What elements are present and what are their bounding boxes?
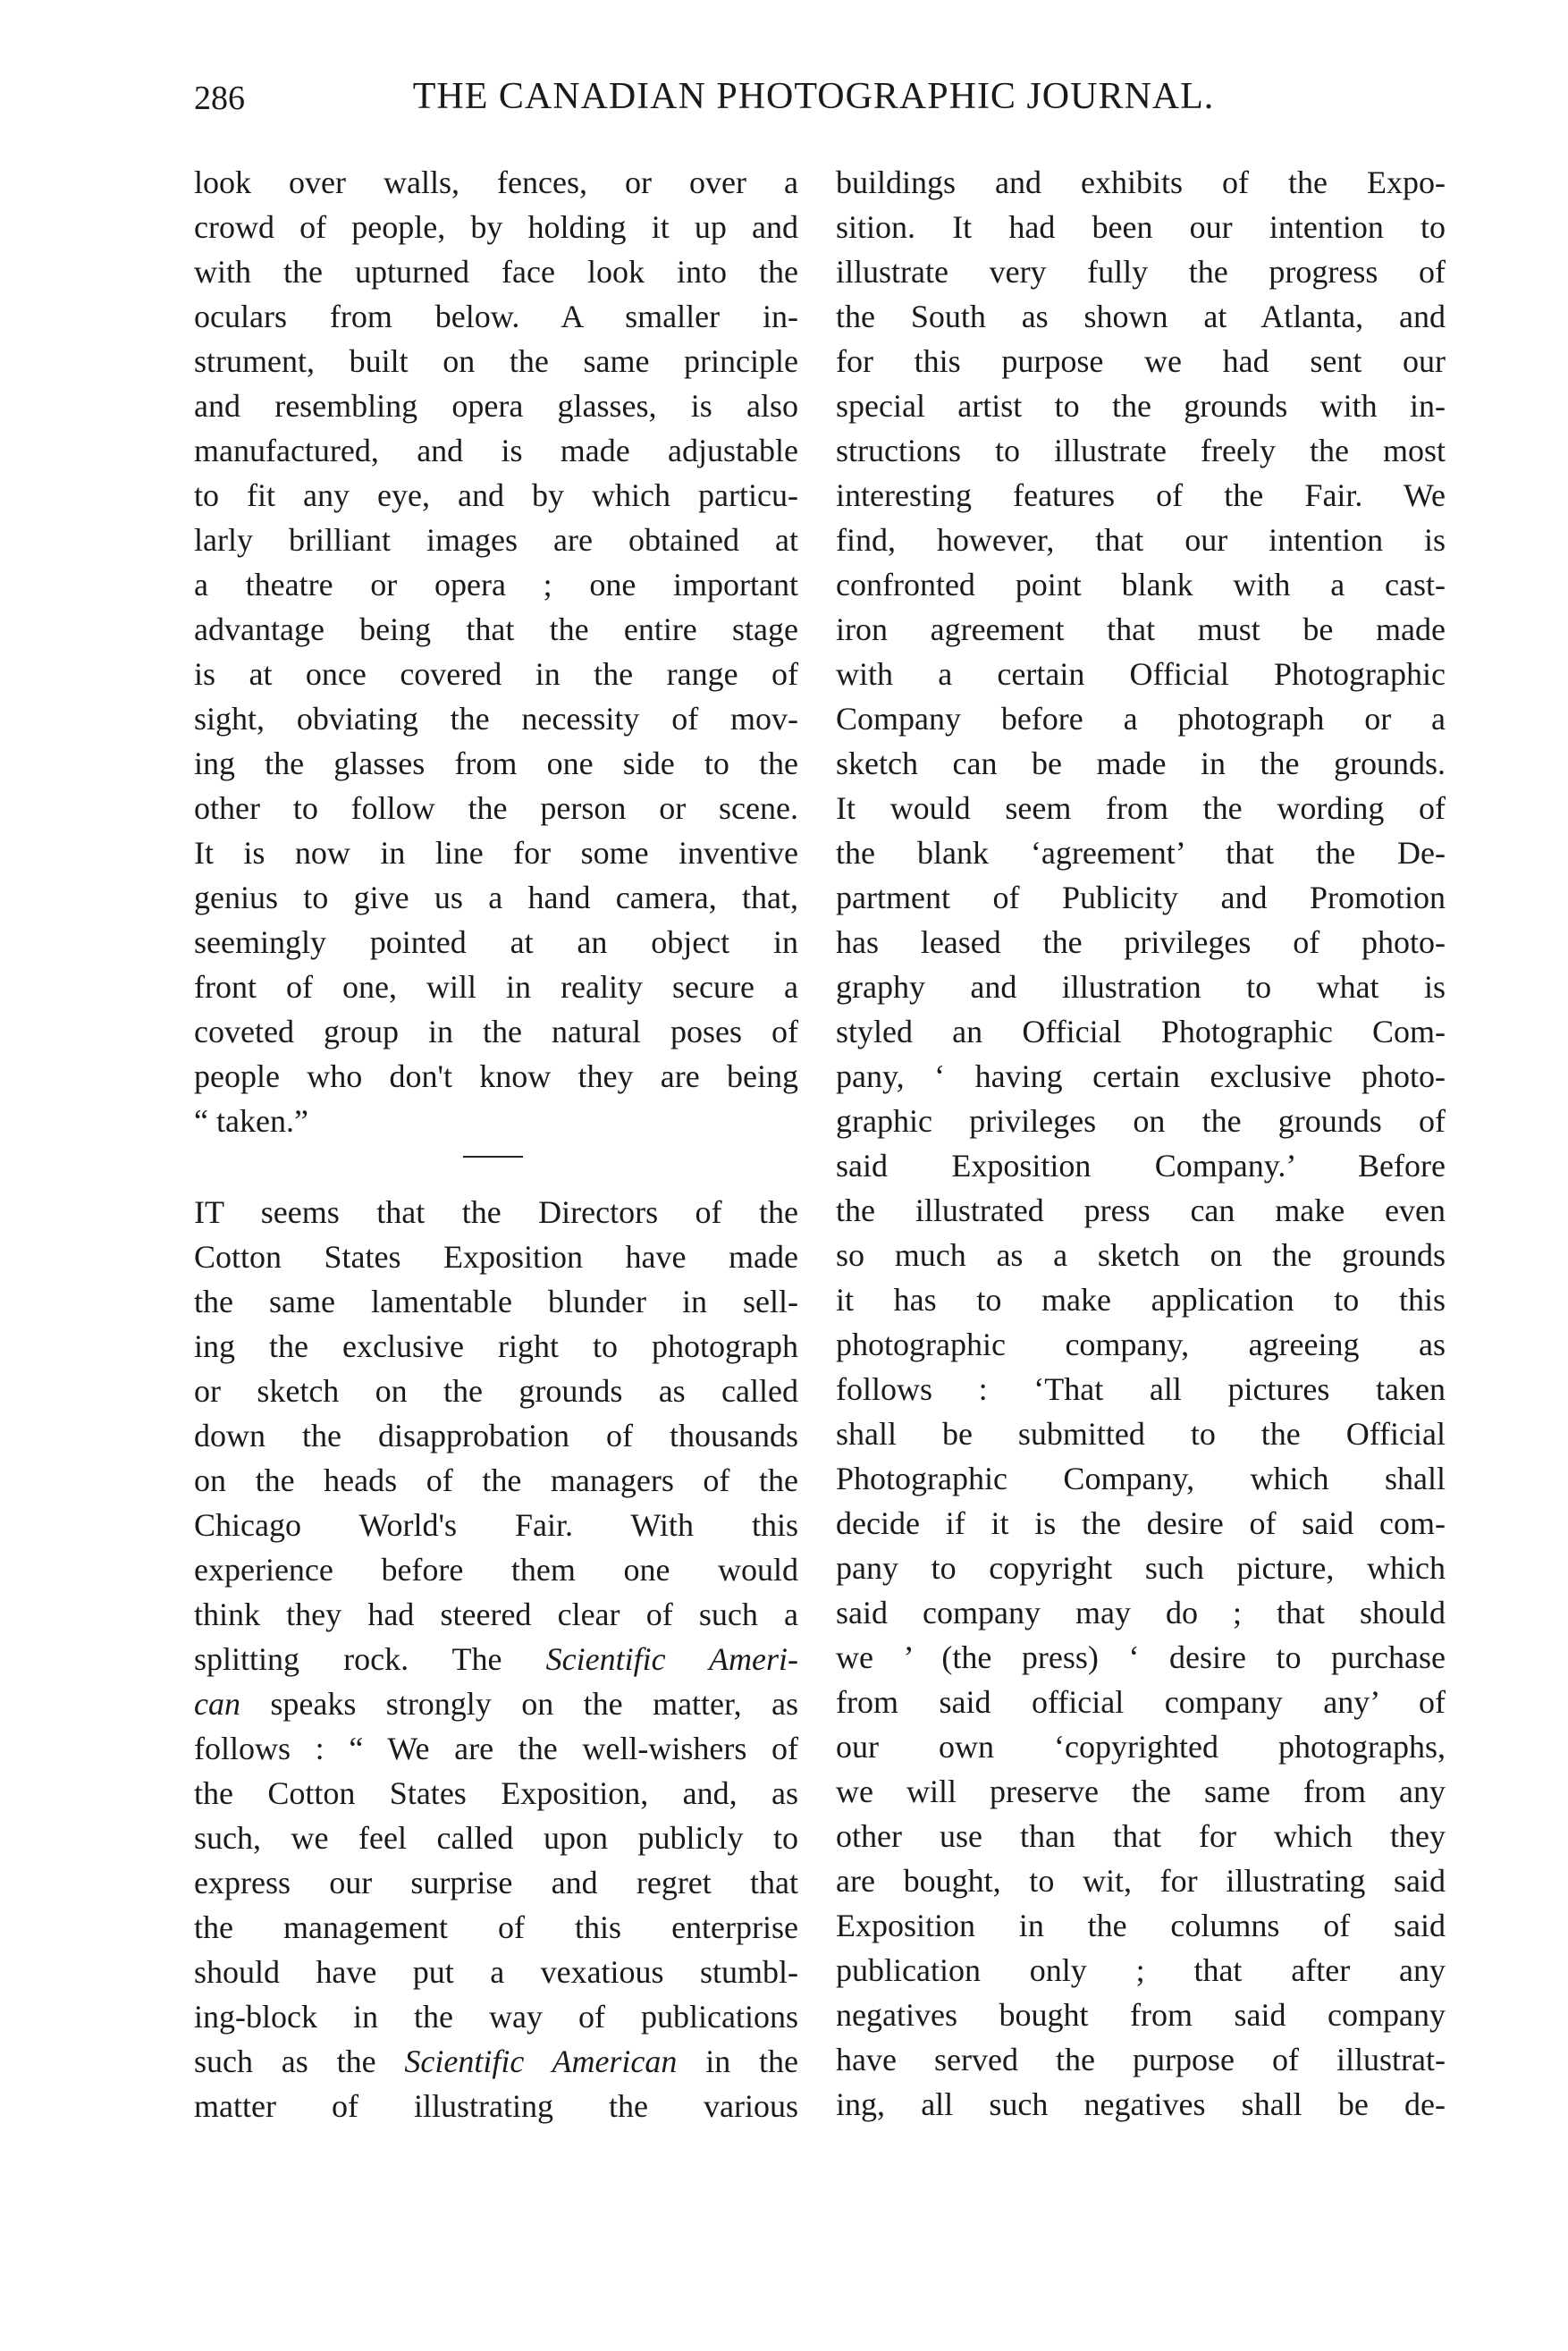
text-line: manufactured, and is made adjustable [194, 433, 798, 468]
text-line: and resembling opera glasses, is also [194, 388, 798, 424]
text-line: we will preserve the same from any [836, 1774, 1446, 1809]
text-line: larly brilliant images are obtained at [194, 522, 798, 558]
text-line: with a certain Official Photographic [836, 656, 1446, 692]
text-line: for this purpose we had sent our [836, 343, 1446, 379]
text-line: ing, all such negatives shall be de- [836, 2086, 1446, 2122]
text-line: are bought, to wit, for illustrating said [836, 1863, 1446, 1899]
text-line: ing-block in the way of publications [194, 1999, 798, 2035]
text-line: graphy and illustration to what is [836, 969, 1446, 1005]
text-line: illustrate very fully the progress of [836, 254, 1446, 290]
text-line: pany to copyright such picture, which [836, 1550, 1446, 1586]
text-line: is at once covered in the range of [194, 656, 798, 692]
text-line: should have put a vexatious stumbl- [194, 1954, 798, 1990]
text-line: sketch can be made in the grounds. [836, 746, 1446, 781]
text-line: our own ‘copyrighted photographs, [836, 1729, 1446, 1765]
text-line: experience before them one would [194, 1552, 798, 1588]
page-number: 286 [194, 80, 245, 117]
text-segment: splitting rock. The [194, 1641, 546, 1677]
text-line: seemingly pointed at an object in [194, 924, 798, 960]
text-line [194, 2039, 798, 2084]
text-line: so much as a sketch on the grounds [836, 1237, 1446, 1273]
text-line: the same lamentable blunder in sell- [194, 1284, 798, 1319]
text-line: think they had steered clear of such a [194, 1597, 798, 1632]
text-line: It would seem from the wording of [836, 790, 1446, 826]
text-line: said Exposition Company.’ Before [836, 1148, 1446, 1184]
text-line: partment of Publicity and Promotion [836, 880, 1446, 915]
italic-title: Scientific Ameri- [545, 1641, 798, 1677]
text-line: a theatre or opera ; one important [194, 567, 798, 602]
text-line [194, 1637, 798, 1681]
section-divider [463, 1156, 523, 1158]
text-line: styled an Official Photographic Com- [836, 1014, 1446, 1049]
text-line: buildings and exhibits of the Expo- [836, 164, 1446, 200]
text-line: Exposition in the columns of said [836, 1908, 1446, 1943]
text-line: other use than that for which they [836, 1818, 1446, 1854]
text-line: from said official company any’ of [836, 1684, 1446, 1720]
text-line: Photographic Company, which shall [836, 1461, 1446, 1496]
text-line: IT seems that the Directors of the [194, 1194, 798, 1230]
text-line: It is now in line for some inventive [194, 835, 798, 871]
text-line: follows : ‘That all pictures taken [836, 1371, 1446, 1407]
text-line: express our surprise and regret that [194, 1865, 798, 1900]
text-line: has leased the privileges of photo- [836, 924, 1446, 960]
text-line: pany, ‘ having certain exclusive photo- [836, 1058, 1446, 1094]
text-line: ing the glasses from one side to the [194, 746, 798, 781]
text-segment: speaks strongly on the matter, as [240, 1686, 798, 1722]
text-line: Cotton States Exposition have made [194, 1239, 798, 1275]
text-line: Company before a photograph or a [836, 701, 1446, 737]
text-line: graphic privileges on the grounds of [836, 1103, 1446, 1139]
text-line: look over walls, fences, or over a [194, 164, 798, 200]
text-line: down the disapprobation of thousands [194, 1418, 798, 1454]
text-line: it has to make application to this [836, 1282, 1446, 1318]
text-line: the management of this enterprise [194, 1909, 798, 1945]
text-line: the South as shown at Atlanta, and [836, 299, 1446, 334]
text-line: photographic company, agreeing as [836, 1327, 1446, 1362]
text-line: publication only ; that after any [836, 1952, 1446, 1988]
text-line: “ taken.” [194, 1103, 308, 1139]
italic-title: can [194, 1686, 240, 1722]
text-line: on the heads of the managers of the [194, 1462, 798, 1498]
text-line: sition. It had been our intention to [836, 209, 1446, 245]
text-line: shall be submitted to the Official [836, 1416, 1446, 1452]
text-line: we ’ (the press) ‘ desire to purchase [836, 1639, 1446, 1675]
text-line: oculars from below. A smaller in- [194, 299, 798, 334]
text-line: confronted point blank with a cast- [836, 567, 1446, 602]
text-line: have served the purpose of illustrat- [836, 2042, 1446, 2077]
text-line: the blank ‘agreement’ that the De- [836, 835, 1446, 871]
text-line: special artist to the grounds with in- [836, 388, 1446, 424]
text-line: said company may do ; that should [836, 1595, 1446, 1631]
text-line: the illustrated press can make even [836, 1192, 1446, 1228]
text-line: crowd of people, by holding it up and [194, 209, 798, 245]
text-line: iron agreement that must be made [836, 611, 1446, 647]
text-line [194, 1681, 798, 1726]
text-segment: in the [677, 2043, 798, 2079]
text-line: decide if it is the desire of said com- [836, 1505, 1446, 1541]
text-line: strument, built on the same principle [194, 343, 798, 379]
text-line: to fit any eye, and by which particu- [194, 477, 798, 513]
italic-title: Scientific American [404, 2043, 678, 2079]
text-line: with the upturned face look into the [194, 254, 798, 290]
text-line: advantage being that the entire stage [194, 611, 798, 647]
text-line: sight, obviating the necessity of mov- [194, 701, 798, 737]
text-line: other to follow the person or scene. [194, 790, 798, 826]
text-line: follows : “ We are the well-wishers of [194, 1731, 798, 1766]
text-line: genius to give us a hand camera, that, [194, 880, 798, 915]
text-line: ing the exclusive right to photograph [194, 1328, 798, 1364]
text-line: interesting features of the Fair. We [836, 477, 1446, 513]
text-line: front of one, will in reality secure a [194, 969, 798, 1005]
journal-title: THE CANADIAN PHOTOGRAPHIC JOURNAL. [412, 76, 1215, 117]
text-line: negatives bought from said company [836, 1997, 1446, 2033]
text-line: find, however, that our intention is [836, 522, 1446, 558]
text-line: structions to illustrate freely the most [836, 433, 1446, 468]
text-line: the Cotton States Exposition, and, as [194, 1775, 798, 1811]
text-line: coveted group in the natural poses of [194, 1014, 798, 1049]
text-line: such, we feel called upon publicly to [194, 1820, 798, 1856]
text-line: or sketch on the grounds as called [194, 1373, 798, 1409]
text-line: Chicago World's Fair. With this [194, 1507, 798, 1543]
text-line: matter of illustrating the various [194, 2088, 798, 2124]
text-segment: such as the [194, 2043, 405, 2079]
text-line: people who don't know they are being [194, 1058, 798, 1094]
